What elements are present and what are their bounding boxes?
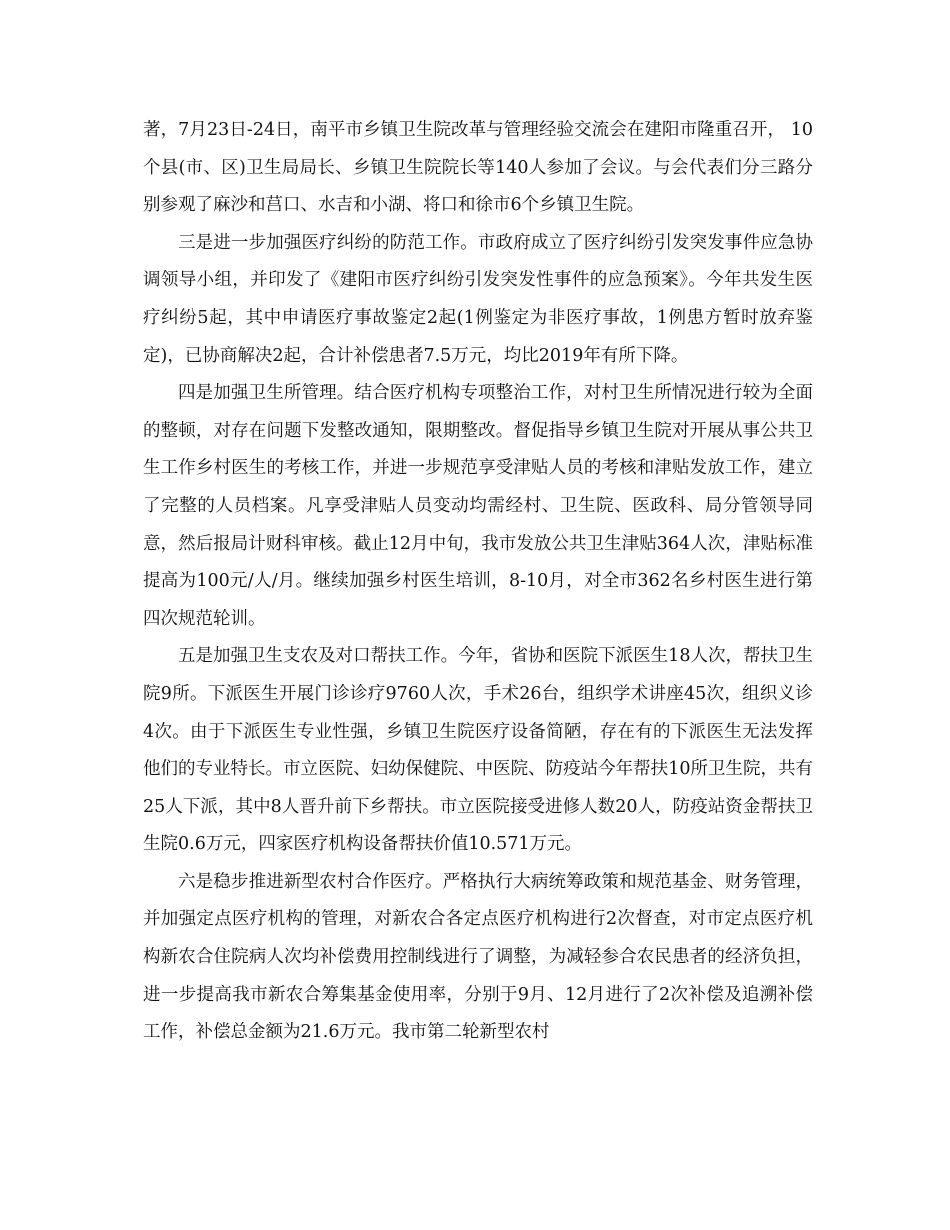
paragraph-clinic-management: 四是加强卫生所管理。结合医疗机构专项整治工作，对村卫生所情况进行较为全面的整顿，对存在问题下发整改通知，限期整改。督促指导乡镇卫生院对开展从事公共卫生工作乡村医生的考核工作，并进一步规范享受津贴人员的考核和津贴发放工作，建立了完整的人员档案。凡享受津贴人员变动均需经村、卫生院、医政科、局分管领导同意，然后报局计财科审核。截止12月中旬，我市发放公共卫生津贴364人次，津贴标准提高为100元/人/月。继续加强乡村医生培训，8-10月，对全市362名乡村医生进行第四次规范轮训。 bbox=[143, 383, 813, 629]
paragraph-rural-support: 五是加强卫生支农及对口帮扶工作。今年，省协和医院下派医生18人次，帮扶卫生院9所。下派医生开展门诊诊疗9760人次，手术26台，组织学术讲座45次，组织义诊4次。由于下派医生专业性强，乡镇卫生院医疗设备简陋，存在有的下派医生无法发挥他们的专业特长。市立医院、妇幼保健院、中医院、防疫站今年帮扶10所卫生院，共有25人下派，其中8人晋升前下乡帮扶。市立医院接受进修人数20人，防疫站资金帮扶卫生院0.6万元，四家医疗机构设备帮扶价值10.571万元。 bbox=[143, 646, 813, 855]
paragraph-rural-cooperative-medical: 六是稳步推进新型农村合作医疗。严格执行大病统筹政策和规范基金、财务管理，并加强定点医疗机构的管理，对新农合各定点医疗机构进行2次督查，对市定点医疗机构新农合住院病人次均补偿费用控制线进行了调整，为减轻参合农民患者的经济负担，进一步提高我市新农合筹集基金使用率，分别于9月、12月进行了2次补偿及追溯补偿工作，补偿总金额为21.6万元。我市第二轮新型农村 bbox=[143, 871, 813, 1043]
paragraph-medical-dispute: 三是进一步加强医疗纠纷的防范工作。市政府成立了医疗纠纷引发突发事件应急协调领导小组，并印发了《建阳市医疗纠纷引发突发性事件的应急预案》。今年共发生医疗纠纷5起，其中申请医疗事故鉴定2起(1例鉴定为非医疗事故，1例患方暂时放弃鉴定)，已协商解决2起，合计补偿患者7.5万元，均比2019年有所下降。 bbox=[143, 232, 813, 366]
paragraph-continuation: 著，7月23日-24日，南平市乡镇卫生院改革与管理经验交流会在建阳市隆重召开， 10个县(市、区)卫生局局长、乡镇卫生院院长等140人参加了会议。与会代表们分三路分别参观了麻沙和莒口、水吉和小湖、将口和徐市6个乡镇卫生院。 bbox=[143, 120, 813, 216]
document-body bbox=[143, 112, 813, 1052]
